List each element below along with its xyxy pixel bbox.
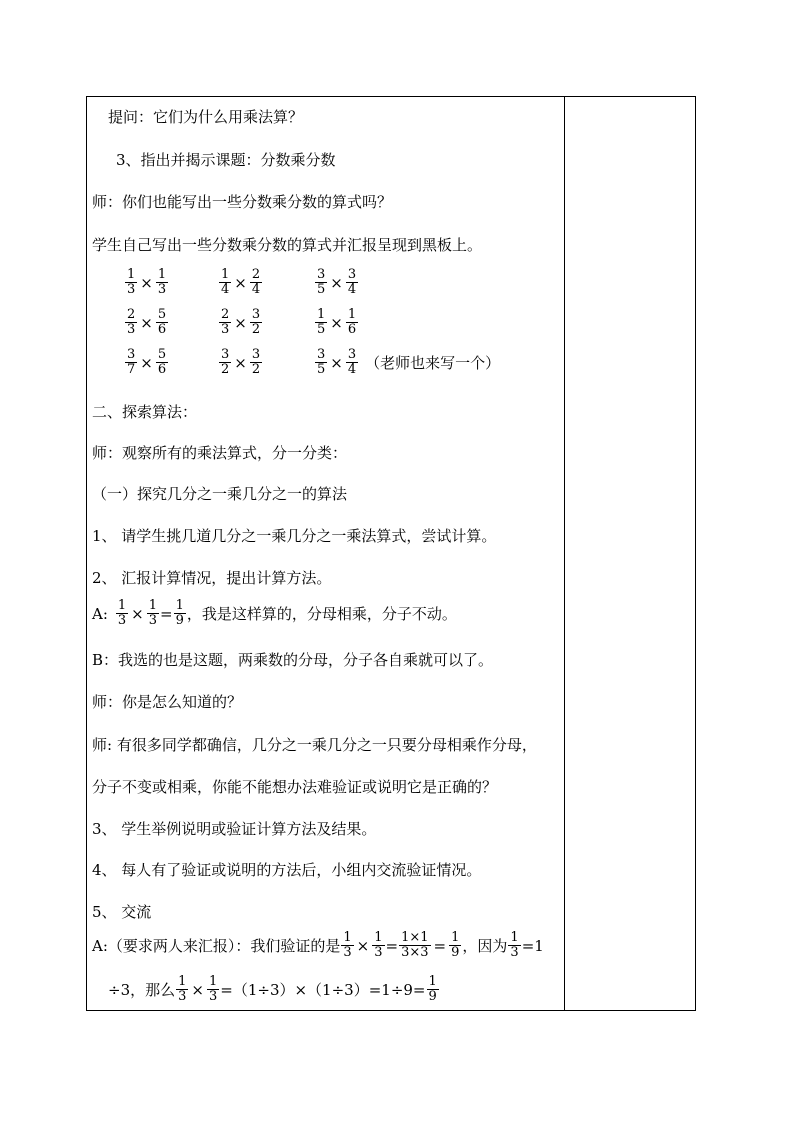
text-line-step2: 2、 汇报计算情况，提出计算方法。 xyxy=(92,569,332,587)
text-line-topic: 3、指出并揭示课题：分数乘分数 xyxy=(116,151,336,169)
subsection-heading: （一）探究几分之一乘几分之一的算法 xyxy=(92,485,348,503)
text-line-answer-b: B：我选的也是这题，两乘数的分母，分子各自乘就可以了。 xyxy=(92,651,494,669)
formula-r3-c3: $\frac{3}{5}$ × $\frac{3}{4}$ （老师也来写一个） xyxy=(317,347,501,377)
formula-r3-c1: $\frac{3}{7}$ × $\frac{5}{6}$ xyxy=(127,347,167,377)
line-exchange: A:（要求两人来汇报）：我们验证的是 $\frac{1}{3}$ × $\frac{1}{3}$ = $\frac{1\times 1}{3\times 3}$ = $\frac{1}{9}$ ，因为 $\frac{1}{3}$ =1 xyxy=(92,930,544,960)
text-line-step5: 5、 交流 xyxy=(92,903,152,921)
table-column-divider xyxy=(564,96,565,1011)
formula-r2-c2: $\frac{2}{3}$ × $\frac{3}{2}$ xyxy=(221,307,261,337)
text-line-step3: 3、 学生举例说明或验证计算方法及结果。 xyxy=(92,820,377,838)
line-answer-a: A: $\frac{1}{3}$ × $\frac{1}{3}$ = $\frac{1}{9}$ ，我是这样算的，分母相乘，分子不动。 xyxy=(92,598,457,628)
formula-r1-c1: $\frac{1}{3}$ × $\frac{1}{3}$ xyxy=(127,267,167,297)
text-line-verify-question: 分子不变或相乘，你能不能想办法难验证或说明它是正确的？ xyxy=(92,778,498,796)
formula-r3-c2: $\frac{3}{2}$ × $\frac{3}{2}$ xyxy=(221,347,261,377)
teacher-note: （老师也来写一个） xyxy=(365,354,501,372)
text-line-step1: 1、 请学生挑几道几分之一乘几分之一乘法算式，尝试计算。 xyxy=(92,527,497,545)
text-line-teacher-claim: 师: 有很多同学都确信，几分之一乘几分之一只要分母相乘作分母， xyxy=(92,736,537,754)
text-line-classify: 师：观察所有的乘法算式，分一分类： xyxy=(92,444,348,462)
line-exchange-continued: ÷3，那么 $\frac{1}{3}$ × $\frac{1}{3}$ =（1÷3）×（1÷3）=1÷9= $\frac{1}{9}$ xyxy=(108,974,437,1004)
text-line-teacher-how: 师：你是怎么知道的？ xyxy=(92,693,243,711)
section-heading-explore: 二、探索算法： xyxy=(92,403,198,421)
formula-r1-c3: $\frac{3}{5}$ × $\frac{3}{4}$ xyxy=(317,267,357,297)
text-line-question: 提问：它们为什么用乘法算？ xyxy=(108,108,304,126)
text-line-teacher-ask: 师：你们也能写出一些分数乘分数的算式吗？ xyxy=(92,193,393,211)
formula-r2-c3: $\frac{1}{5}$ × $\frac{1}{6}$ xyxy=(317,307,357,337)
formula-r2-c1: $\frac{2}{3}$ × $\frac{5}{6}$ xyxy=(127,307,167,337)
text-line-step4: 4、 每人有了验证或说明的方法后，小组内交流验证情况。 xyxy=(92,861,482,879)
text-line-students-write: 学生自己写出一些分数乘分数的算式并汇报呈现到黑板上。 xyxy=(92,236,483,254)
formula-r1-c2: $\frac{1}{4}$ × $\frac{2}{4}$ xyxy=(221,267,261,297)
